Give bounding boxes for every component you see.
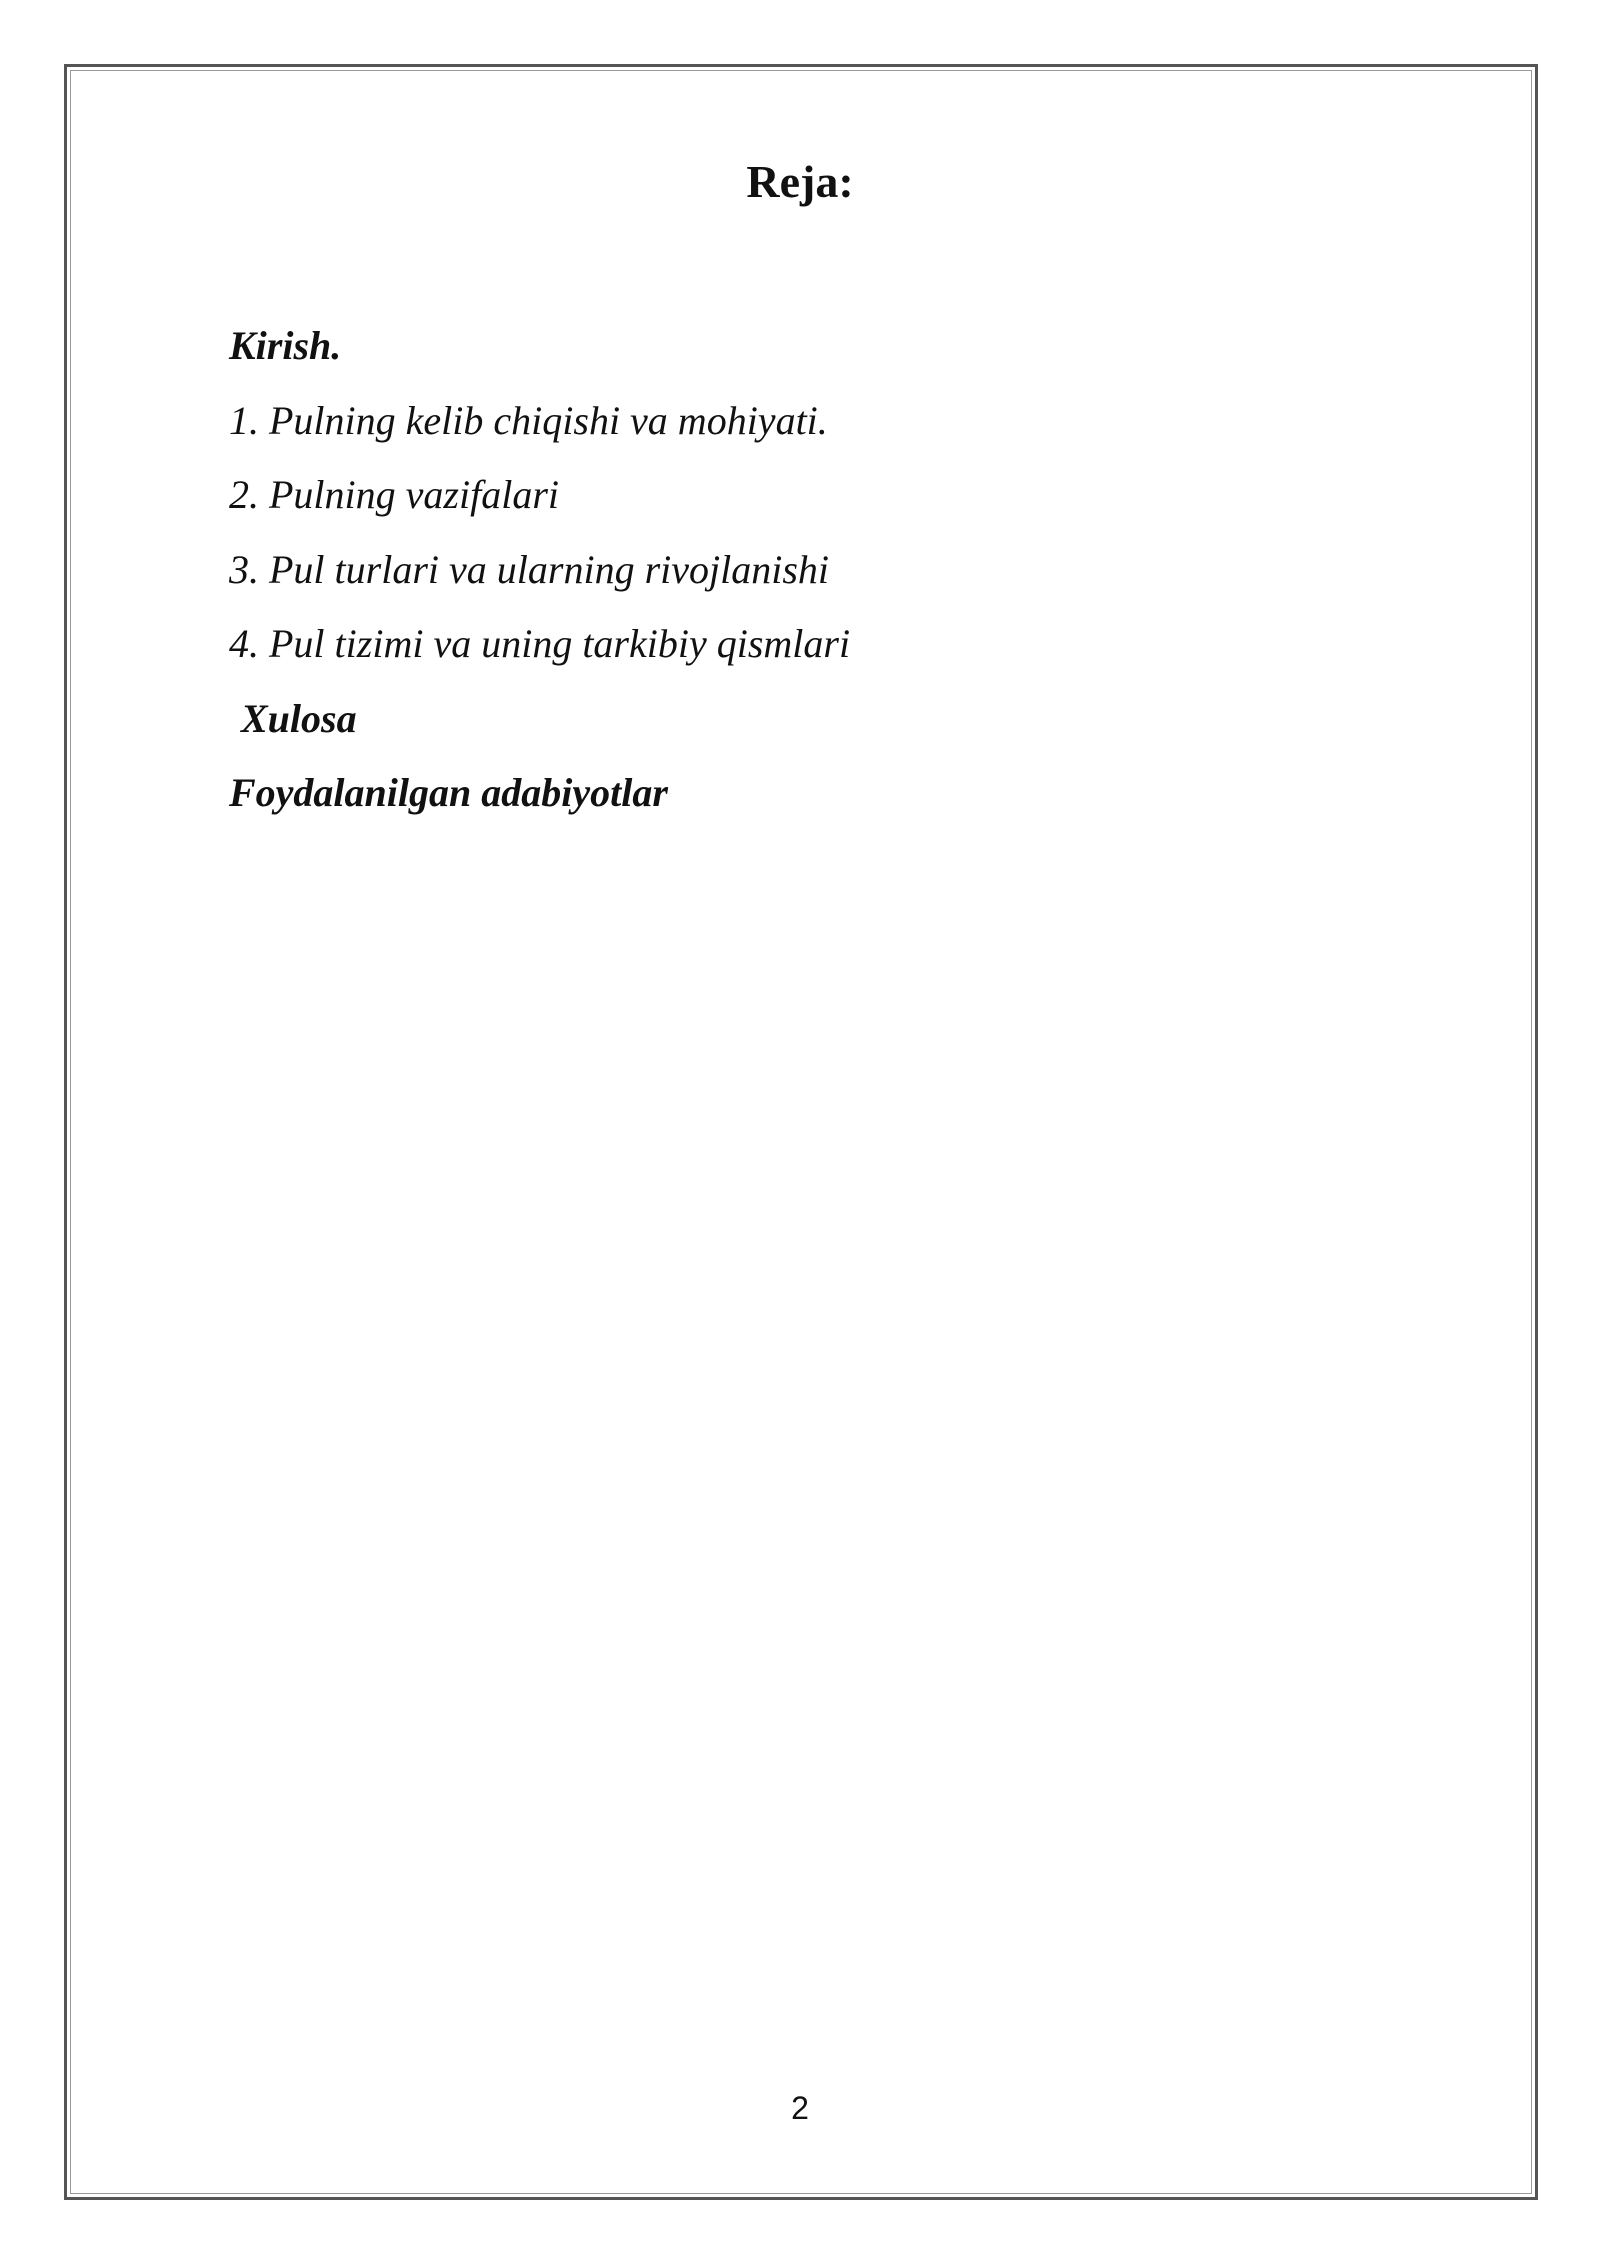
plan-item-references: Foydalanilgan adabiyotlar bbox=[229, 770, 668, 815]
page-number: 2 bbox=[791, 2090, 809, 2126]
plan-list bbox=[229, 318, 1429, 840]
section-title: Pul turlari va ularning rivojlanishi bbox=[269, 546, 830, 592]
section-number: 4. bbox=[229, 621, 259, 666]
section-title: Pulning kelib chiqishi va mohiyati. bbox=[269, 397, 828, 443]
section-number: 1. bbox=[229, 397, 259, 443]
section-title: Pul tizimi va uning tarkibiy qismlari bbox=[269, 621, 851, 666]
plan-item-section-1 bbox=[229, 393, 1429, 468]
plan-item-section-3 bbox=[229, 542, 1429, 617]
section-number: 2. bbox=[229, 472, 259, 517]
page-title: Reja: bbox=[746, 156, 854, 207]
plan-item-section-2 bbox=[229, 467, 1429, 542]
section-number: 3. bbox=[229, 546, 259, 592]
plan-item-conclusion: Xulosa bbox=[241, 695, 357, 741]
section-title: Pulning vazifalari bbox=[269, 472, 559, 517]
plan-item-section-4 bbox=[229, 616, 1429, 691]
plan-item-intro: Kirish. bbox=[229, 323, 342, 368]
